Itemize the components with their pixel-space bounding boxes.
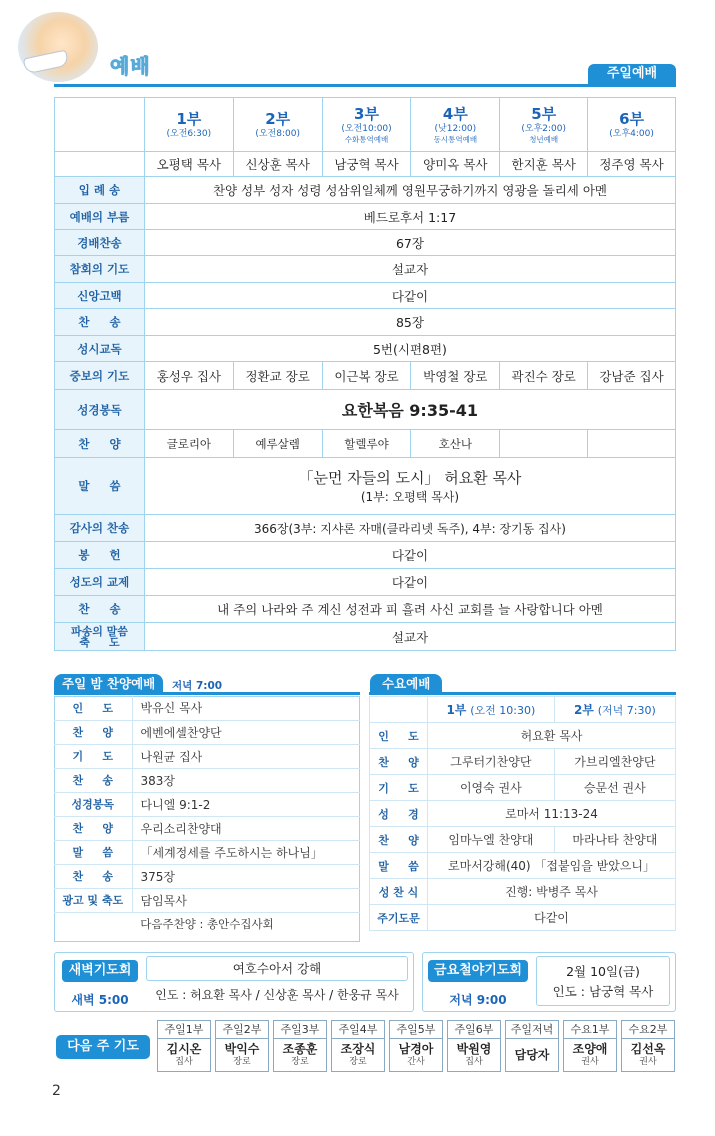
evening-row bbox=[54, 840, 360, 864]
friday-leader: 인도 : 남궁혁 목사 bbox=[552, 984, 654, 999]
next-week-prayer-tag: 다음 주 기도 bbox=[56, 1035, 150, 1059]
anthem-cell: 글로리아 bbox=[144, 430, 233, 458]
service-header-row bbox=[55, 98, 676, 152]
wed-service-1: 1부 (오전 10:30) bbox=[428, 697, 555, 723]
bible-icon bbox=[23, 50, 69, 75]
evening-worship-tab: 주일 밤 찬양예배 bbox=[54, 674, 163, 694]
row-scripture bbox=[55, 390, 676, 430]
row-label: 경배찬송 bbox=[55, 230, 145, 256]
wed-label: 기 도 bbox=[370, 775, 428, 801]
wed-value: 승문선 권사 bbox=[554, 775, 675, 801]
next-week-cell: 주일5부 남경아 간사 bbox=[389, 1020, 443, 1072]
row-intercession bbox=[55, 362, 676, 390]
sunday-worship-table bbox=[54, 97, 676, 651]
pastor-1: 오평택 목사 bbox=[144, 152, 233, 177]
section-title: 예배 bbox=[110, 54, 151, 78]
wed-value: 로마서 11:13-24 bbox=[428, 801, 676, 827]
wed-value: 로마서강해(40) 「접붙임을 받았으니」 bbox=[428, 853, 676, 879]
row-sending bbox=[55, 623, 676, 651]
anthem-cell: 예루살렘 bbox=[233, 430, 322, 458]
intercessor: 홍성우 집사 bbox=[144, 362, 233, 390]
evening-row bbox=[54, 696, 360, 720]
wed-row bbox=[370, 827, 676, 853]
benediction-label: 축 도 bbox=[79, 635, 120, 649]
wed-label: 주기도문 bbox=[370, 905, 428, 931]
wed-row bbox=[370, 775, 676, 801]
row-value: 베드로후서 1:17 bbox=[144, 204, 675, 230]
wed-label: 말 씀 bbox=[370, 853, 428, 879]
service-4: 4부 (낮12:00) 동시통역예배 bbox=[411, 98, 500, 152]
service-3: 3부 (오전10:00) 수화통역예배 bbox=[322, 98, 411, 152]
row-label: 감사의 찬송 bbox=[55, 515, 145, 542]
evening-label: 말 씀 bbox=[54, 840, 132, 864]
row-hymn1 bbox=[55, 230, 676, 256]
sermon-note: (1부: 오평택 목사) bbox=[360, 489, 460, 504]
wed-row bbox=[370, 905, 676, 931]
evening-value: 우리소리찬양대 bbox=[132, 816, 360, 840]
row-thanks bbox=[55, 515, 676, 542]
wed-value: 다같이 bbox=[428, 905, 676, 931]
dawn-prayer-tag: 새벽기도회 bbox=[62, 960, 138, 982]
wed-label: 찬 양 bbox=[370, 749, 428, 775]
next-week-cell: 주일1부 김시온 집사 bbox=[157, 1020, 211, 1072]
wednesday-table bbox=[369, 696, 676, 931]
anthem-cell bbox=[500, 430, 588, 458]
evening-label: 광고 및 축도 bbox=[54, 888, 132, 912]
dawn-leaders: 인도 : 허요환 목사 / 신상훈 목사 / 한웅규 목사 bbox=[155, 988, 399, 1002]
evening-value: 375장 bbox=[132, 864, 360, 888]
row-label: 참회의 기도 bbox=[55, 256, 145, 283]
wed-value: 임마누엘 찬양대 bbox=[428, 827, 555, 853]
row-value: 다같이 bbox=[144, 542, 675, 569]
row-value: 다같이 bbox=[144, 283, 675, 309]
row-label: 신앙고백 bbox=[55, 283, 145, 309]
service-2: 2부 (오전8:00) bbox=[233, 98, 322, 152]
wed-value: 가브리엘찬양단 bbox=[554, 749, 675, 775]
service-1: 1부 (오전6:30) bbox=[144, 98, 233, 152]
row-label: 성경봉독 bbox=[55, 390, 145, 430]
wed-row bbox=[370, 723, 676, 749]
wed-row bbox=[370, 853, 676, 879]
evening-value: 나원균 집사 bbox=[132, 744, 360, 768]
evening-value: 383장 bbox=[132, 768, 360, 792]
wed-label: 찬 양 bbox=[370, 827, 428, 853]
row-label: 봉 헌 bbox=[55, 542, 145, 569]
row-value: 내 주의 나라와 주 계신 성전과 피 흘려 사신 교회를 늘 사랑합니다 아멘 bbox=[144, 596, 675, 623]
wed-label: 성 찬 식 bbox=[370, 879, 428, 905]
row-anthem bbox=[55, 430, 676, 458]
page-number: 2 bbox=[52, 1083, 61, 1099]
evening-value: 담임목사 bbox=[132, 888, 360, 912]
evening-row bbox=[54, 720, 360, 744]
dawn-topic: 여호수아서 강해 bbox=[146, 956, 408, 981]
pastor-4: 양미옥 목사 bbox=[411, 152, 500, 177]
next-week-cell: 주일6부 박원영 집사 bbox=[447, 1020, 501, 1072]
scripture-value: 요한복음 9:35-41 bbox=[144, 390, 675, 430]
row-value: 설교자 bbox=[144, 623, 675, 651]
row-label bbox=[55, 623, 145, 651]
evening-row bbox=[54, 816, 360, 840]
row-entrance bbox=[55, 177, 676, 204]
intercessor: 곽진수 장로 bbox=[500, 362, 588, 390]
row-creed bbox=[55, 283, 676, 309]
row-label: 성시교독 bbox=[55, 336, 145, 362]
row-label: 예배의 부름 bbox=[55, 204, 145, 230]
evening-label: 기 도 bbox=[54, 744, 132, 768]
wed-value: 허요환 목사 bbox=[428, 723, 676, 749]
sermon-title: 「눈먼 자들의 도시」 허요환 목사 bbox=[298, 468, 522, 487]
evening-label: 인 도 bbox=[54, 696, 132, 720]
evening-label: 찬 송 bbox=[54, 864, 132, 888]
anthem-cell bbox=[588, 430, 676, 458]
friday-date: 2월 10일(금) bbox=[566, 964, 640, 979]
row-value: 다같이 bbox=[144, 569, 675, 596]
evening-value: 박유신 목사 bbox=[132, 696, 360, 720]
wed-row bbox=[370, 801, 676, 827]
pastor-2: 신상훈 목사 bbox=[233, 152, 322, 177]
evening-row bbox=[54, 744, 360, 768]
intercessor: 박영철 장로 bbox=[411, 362, 500, 390]
sending-label: 파송의 말씀 bbox=[70, 624, 128, 638]
evening-row bbox=[54, 768, 360, 792]
friday-prayer-time: 저녁 9:00 bbox=[449, 993, 507, 1007]
friday-detail bbox=[536, 956, 670, 1006]
evening-time: 저녁 7:00 bbox=[172, 680, 223, 692]
next-week-cell: 수요2부 김선옥 권사 bbox=[621, 1020, 675, 1072]
wed-row bbox=[370, 749, 676, 775]
row-repent bbox=[55, 256, 676, 283]
row-value: 찬양 성부 성자 성령 성삼위일체께 영원무궁하기까지 영광을 돌리세 아멘 bbox=[144, 177, 675, 204]
sermon-cell bbox=[144, 458, 675, 515]
evening-row bbox=[54, 792, 360, 816]
row-hymn3 bbox=[55, 596, 676, 623]
evening-row bbox=[54, 888, 360, 912]
wednesday-rule bbox=[369, 692, 676, 695]
wed-label: 인 도 bbox=[370, 723, 428, 749]
corner-cell bbox=[55, 98, 145, 152]
evening-table bbox=[54, 696, 360, 936]
row-label: 찬 송 bbox=[55, 309, 145, 336]
row-label: 찬 송 bbox=[55, 596, 145, 623]
wed-value: 그루터기찬양단 bbox=[428, 749, 555, 775]
next-week-cell: 주일저녁 담당자 bbox=[505, 1020, 559, 1072]
wed-head-row bbox=[370, 697, 676, 723]
row-value: 설교자 bbox=[144, 256, 675, 283]
next-week-cell: 주일3부 조종훈 장로 bbox=[273, 1020, 327, 1072]
anthem-cell: 할렐루야 bbox=[322, 430, 411, 458]
row-label: 중보의 기도 bbox=[55, 362, 145, 390]
row-psalm bbox=[55, 336, 676, 362]
evening-label: 찬 양 bbox=[54, 720, 132, 744]
evening-value: 「세계정세를 주도하시는 하나님」 bbox=[132, 840, 360, 864]
evening-label: 찬 송 bbox=[54, 768, 132, 792]
row-call bbox=[55, 204, 676, 230]
pastor-row bbox=[55, 152, 676, 177]
intercessor: 강남준 집사 bbox=[588, 362, 676, 390]
service-6: 6부 (오후4:00) bbox=[588, 98, 676, 152]
row-label: 입 례 송 bbox=[55, 177, 145, 204]
pastor-3: 남궁혁 목사 bbox=[322, 152, 411, 177]
wednesday-worship-tab: 수요예배 bbox=[370, 674, 442, 694]
wed-label: 성 경 bbox=[370, 801, 428, 827]
praying-hands-illustration bbox=[18, 12, 98, 82]
service-5: 5부 (오후2:00) 청년예배 bbox=[500, 98, 588, 152]
evening-value: 다니엘 9:1-2 bbox=[132, 792, 360, 816]
next-week-cell: 주일4부 조장식 장로 bbox=[331, 1020, 385, 1072]
row-value: 366장(3부: 지샤론 자매(클라리넷 독주), 4부: 장기동 집사) bbox=[144, 515, 675, 542]
dawn-prayer-time: 새벽 5:00 bbox=[71, 993, 129, 1007]
next-week-cell: 수요1부 조양애 권사 bbox=[563, 1020, 617, 1072]
row-offering bbox=[55, 542, 676, 569]
pastor-6: 정주영 목사 bbox=[588, 152, 676, 177]
row-value: 5번(시편8편) bbox=[144, 336, 675, 362]
evening-label: 성경봉독 bbox=[54, 792, 132, 816]
row-sermon bbox=[55, 458, 676, 515]
sunday-worship-tag: 주일예배 bbox=[588, 64, 676, 84]
wed-value: 마라나타 찬양대 bbox=[554, 827, 675, 853]
row-value: 67장 bbox=[144, 230, 675, 256]
evening-rule bbox=[54, 692, 360, 695]
evening-footer: 다음주찬양 : 총안수집사회 bbox=[140, 917, 274, 932]
header-rule bbox=[54, 84, 676, 87]
friday-prayer-tag: 금요철야기도회 bbox=[428, 960, 528, 982]
evening-footer-row bbox=[54, 912, 360, 936]
pastor-5: 한지훈 목사 bbox=[500, 152, 588, 177]
row-hymn2 bbox=[55, 309, 676, 336]
wed-row bbox=[370, 879, 676, 905]
row-value: 85장 bbox=[144, 309, 675, 336]
anthem-cell: 호산나 bbox=[411, 430, 500, 458]
row-label: 찬 양 bbox=[55, 430, 145, 458]
row-fellowship bbox=[55, 569, 676, 596]
wed-service-2: 2부 (저녁 7:30) bbox=[554, 697, 675, 723]
intercessor: 정환교 장로 bbox=[233, 362, 322, 390]
wed-value: 이영숙 권사 bbox=[428, 775, 555, 801]
row-label: 말 씀 bbox=[55, 458, 145, 515]
evening-label: 찬 양 bbox=[54, 816, 132, 840]
evening-value: 에벤에셀찬양단 bbox=[132, 720, 360, 744]
wed-value: 진행: 박병주 목사 bbox=[428, 879, 676, 905]
evening-row bbox=[54, 864, 360, 888]
intercessor: 이근복 장로 bbox=[322, 362, 411, 390]
next-week-cell: 주일2부 박익수 장로 bbox=[215, 1020, 269, 1072]
row-label: 성도의 교제 bbox=[55, 569, 145, 596]
